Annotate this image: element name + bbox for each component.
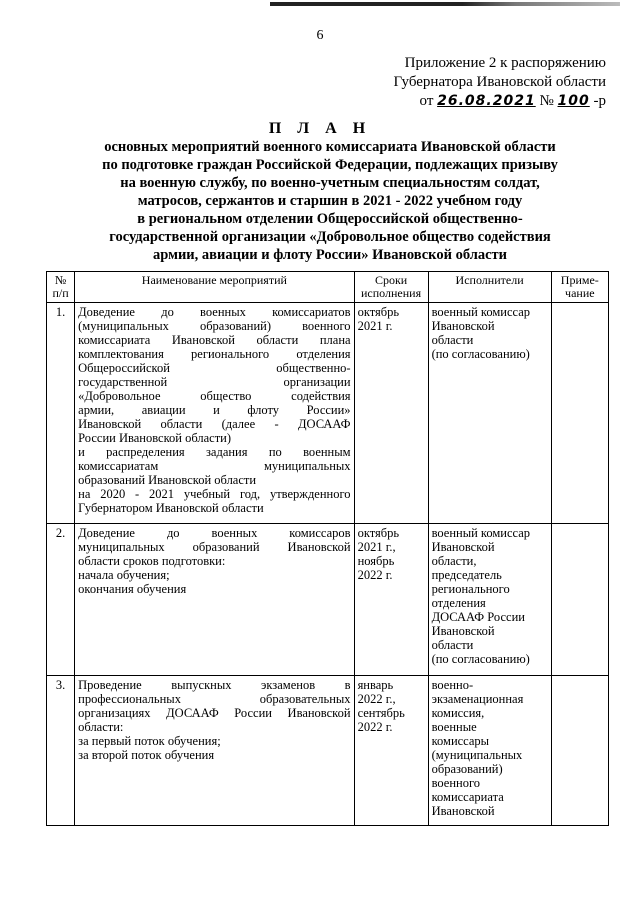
- executors-line: (по согласованию): [431, 652, 530, 666]
- name-line: Проведение выпускных экзаменов в: [78, 678, 351, 692]
- row-notes: [551, 676, 608, 826]
- executors-line: Ивановской: [431, 319, 495, 333]
- table-header-row: [47, 272, 609, 303]
- executors-line: (по согласованию): [431, 347, 530, 361]
- name-line: на 2020 - 2021 учебный год, утвержденного: [78, 487, 351, 501]
- name-line: (муниципальных образований) военного: [78, 319, 351, 333]
- name-line: Губернатором Ивановской области: [78, 501, 264, 515]
- dates-line: 2022 г.,: [357, 692, 396, 706]
- name-line: за первый поток обучения;: [78, 734, 221, 748]
- executors-line: области: [431, 638, 474, 652]
- name-line: области сроков подготовки:: [78, 554, 226, 568]
- row-num: 3.: [47, 676, 75, 826]
- appendix-line-2: Губернатора Ивановской области: [393, 74, 606, 90]
- row-name: [75, 676, 354, 826]
- document-title: П Л А Н: [268, 120, 372, 137]
- dates-line: сентябрь: [357, 706, 405, 720]
- name-line: Доведение до военных комиссаров: [78, 526, 351, 540]
- subtitle-line: основных мероприятий военного комиссариата Ивановской области: [104, 139, 556, 155]
- name-line: России Ивановской области): [78, 431, 232, 445]
- executors-line: военно-: [431, 678, 474, 692]
- header-name: Наименование мероприятий: [75, 272, 354, 303]
- executors-line: председатель: [431, 568, 502, 582]
- row-name: [75, 524, 354, 676]
- header-num: № п/п: [47, 272, 75, 303]
- row-dates: [354, 676, 428, 826]
- executors-line: Ивановской: [431, 540, 495, 554]
- plan-table: [46, 271, 609, 826]
- row-executors: [428, 676, 551, 826]
- row-executors: [428, 303, 551, 524]
- dates-line: 2022 г.: [357, 568, 393, 582]
- appendix-prefix: от: [419, 93, 434, 109]
- table-row: [47, 303, 609, 524]
- row-notes: [551, 303, 608, 524]
- row-num: 2.: [47, 524, 75, 676]
- executors-line: военный комиссар: [431, 526, 531, 540]
- appendix-header: [393, 54, 606, 111]
- executors-line: Ивановской: [431, 804, 495, 818]
- name-line: муниципальных образований Ивановской: [78, 540, 351, 554]
- appendix-number: 100: [557, 93, 590, 109]
- executors-line: области: [431, 333, 474, 347]
- row-dates: [354, 524, 428, 676]
- dates-line: октябрь: [357, 526, 400, 540]
- subtitle-line: по подготовке граждан Российской Федерации, подлежащих призыву: [102, 157, 558, 173]
- row-num: 1.: [47, 303, 75, 524]
- row-notes: [551, 524, 608, 676]
- dates-line: 2021 г.: [357, 319, 393, 333]
- name-line: организациях ДОСААФ России Ивановской: [78, 706, 351, 720]
- name-line: армии, авиации и флоту России»: [78, 403, 351, 417]
- document-subtitle: [60, 138, 600, 264]
- name-line: и распределения задания по военным: [78, 445, 351, 459]
- appendix-line-3: [393, 92, 606, 111]
- name-line: профессиональных образовательных: [78, 692, 351, 706]
- appendix-number-sign: №: [539, 93, 554, 109]
- executors-line: (муниципальных: [431, 748, 523, 762]
- row-executors: [428, 524, 551, 676]
- executors-line: Ивановской: [431, 624, 495, 638]
- executors-line: комиссия,: [431, 706, 485, 720]
- subtitle-line: матросов, сержантов и старшин в 2021 - 2022 учебном году: [137, 193, 523, 209]
- appendix-suffix: -р: [593, 93, 606, 109]
- executors-line: военные: [431, 720, 477, 734]
- subtitle-line: на военную службу, по военно-учетным специальностям солдат,: [120, 175, 540, 191]
- dates-line: 2022 г.: [357, 720, 393, 734]
- page-number: 6: [316, 28, 324, 43]
- name-line: за второй поток обучения: [78, 748, 215, 762]
- header-executors: Исполнители: [428, 272, 551, 303]
- row-name: [75, 303, 354, 524]
- dates-line: ноябрь: [357, 554, 395, 568]
- executors-line: военный комиссар: [431, 305, 531, 319]
- name-line: государственной организации: [78, 375, 351, 389]
- executors-line: области,: [431, 554, 477, 568]
- table-row: [47, 676, 609, 826]
- dates-line: январь: [357, 678, 394, 692]
- name-line: «Добровольное общество содействия: [78, 389, 351, 403]
- name-line: комиссариатам муниципальных: [78, 459, 351, 473]
- executors-line: военного: [431, 776, 481, 790]
- name-line: комплектования регионального отделения: [78, 347, 351, 361]
- executors-line: регионального: [431, 582, 510, 596]
- executors-line: комиссары: [431, 734, 490, 748]
- name-line: начала обучения;: [78, 568, 170, 582]
- appendix-date: 26.08.2021: [437, 93, 536, 109]
- executors-line: комиссариата: [431, 790, 504, 804]
- name-line: Доведение до военных комиссариатов: [78, 305, 351, 319]
- subtitle-line: армии, авиации и флоту России» Ивановской области: [152, 247, 508, 263]
- name-line: Ивановской области (далее - ДОСААФ: [78, 417, 351, 431]
- name-line: образований Ивановской области: [78, 473, 257, 487]
- row-dates: [354, 303, 428, 524]
- name-line: комиссариата Ивановской области плана: [78, 333, 351, 347]
- table-row: [47, 524, 609, 676]
- scan-artifact: [270, 2, 620, 6]
- executors-line: образований): [431, 762, 503, 776]
- dates-line: 2021 г.,: [357, 540, 396, 554]
- executors-line: экзаменационная: [431, 692, 524, 706]
- name-line: Общероссийской общественно-: [78, 361, 351, 375]
- name-line: окончания обучения: [78, 582, 187, 596]
- dates-line: октябрь: [357, 305, 400, 319]
- subtitle-line: в региональном отделении Общероссийской общественно-: [137, 211, 523, 227]
- name-line: области:: [78, 720, 124, 734]
- executors-line: отделения: [431, 596, 486, 610]
- subtitle-line: государственной организации «Добровольное общество содействия: [109, 229, 551, 245]
- header-notes: Приме-чание: [551, 272, 608, 303]
- executors-line: ДОСААФ России: [431, 610, 525, 624]
- header-dates: Сроки исполнения: [354, 272, 428, 303]
- appendix-line-1: Приложение 2 к распоряжению: [404, 55, 606, 71]
